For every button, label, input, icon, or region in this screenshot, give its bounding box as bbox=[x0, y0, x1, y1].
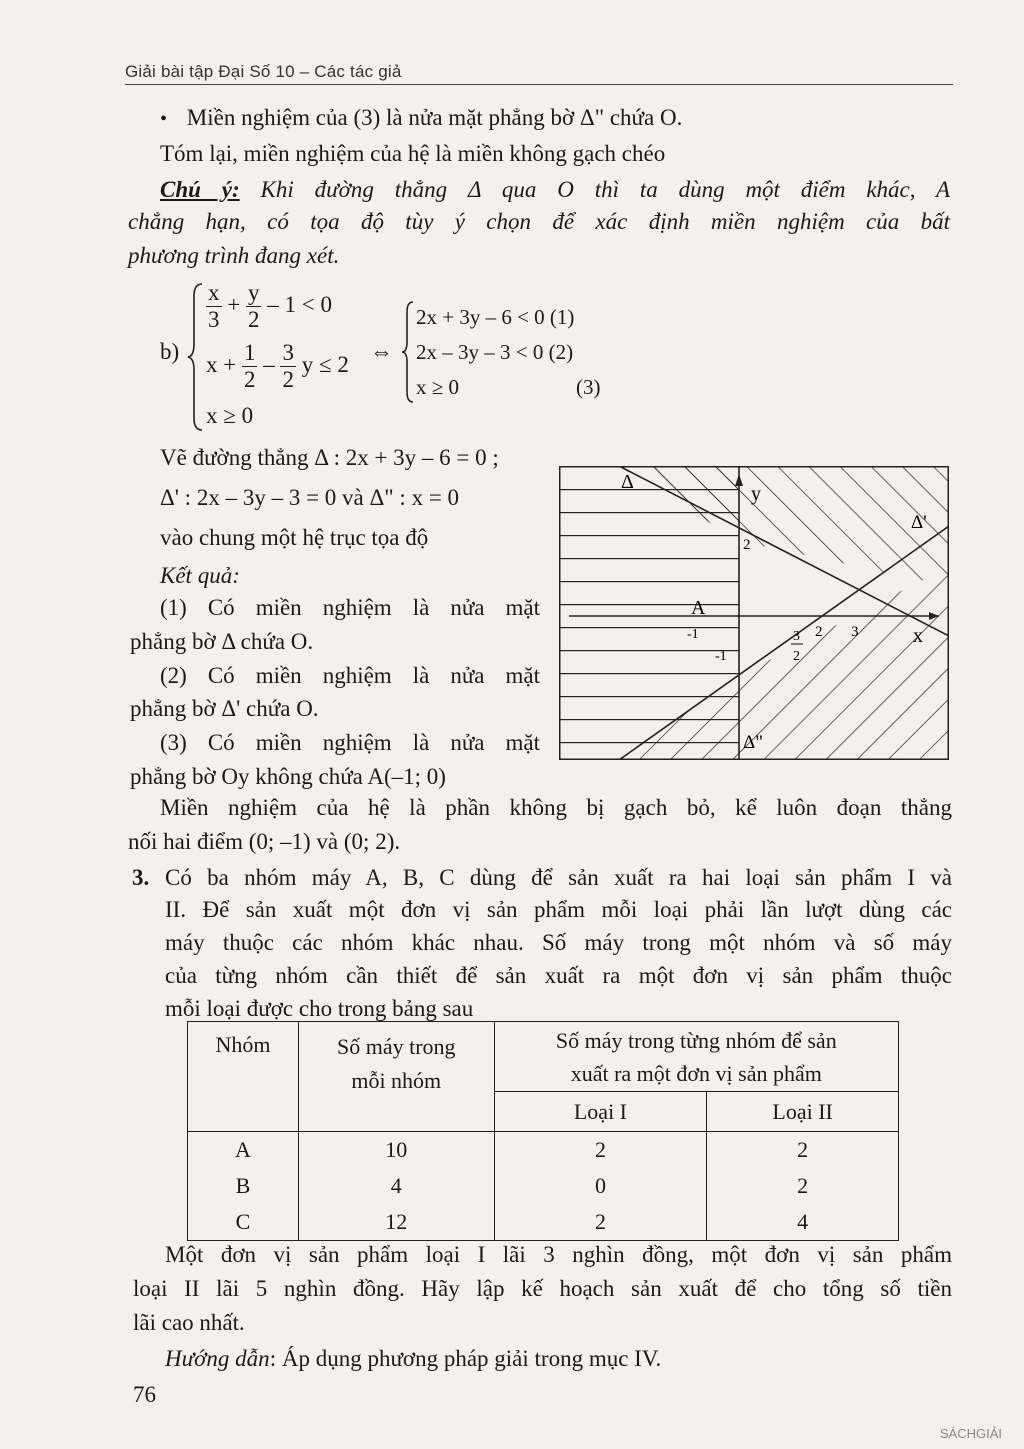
draw-line-1: Vẽ đường thẳng Δ : 2x + 3y – 6 = 0 ; bbox=[160, 445, 499, 470]
label-point-a: A bbox=[691, 597, 706, 619]
result-2a: (2) Có miền nghiệm là nửa mặt bbox=[160, 663, 540, 688]
hatched-region-below-delta-prime bbox=[739, 566, 949, 760]
tick-y-2: 2 bbox=[743, 537, 751, 553]
table-row: C 12 2 4 bbox=[188, 1204, 899, 1241]
page-number: 76 bbox=[133, 1382, 156, 1407]
left-brace bbox=[186, 282, 206, 432]
equiv-row-1: 2x + 3y – 6 < 0 (1) bbox=[416, 305, 575, 329]
draw-line-3: vào chung một hệ trục tọa độ bbox=[160, 525, 429, 550]
machine-table bbox=[187, 1021, 899, 1241]
tick-x-3-2-den: 2 bbox=[793, 649, 800, 664]
fraction-y-2: $\frac{y}{2}$ bbox=[247, 280, 260, 332]
tick-x-minus-1: -1 bbox=[687, 627, 699, 642]
right-brace bbox=[400, 300, 416, 404]
draw-line-2: Δ' : 2x – 3y – 3 = 0 và Δ" : x = 0 bbox=[160, 485, 460, 510]
problem-line-3: máy thuộc các nhóm khác nhau. Số máy trong một nhóm và số máy bbox=[165, 930, 952, 955]
label-delta-prime: Δ' bbox=[911, 512, 927, 533]
conclusion-line-2: nối hai điểm (0; –1) và (0; 2). bbox=[128, 829, 401, 854]
label-x: x bbox=[913, 625, 923, 647]
note-label: Chú ý: bbox=[160, 177, 240, 202]
profit-line-1: Một đơn vị sản phẩm loại I lãi 3 nghìn đồng, một đơn vị sản phẩm bbox=[165, 1242, 952, 1267]
solution-region-graph bbox=[559, 466, 949, 760]
result-1a: (1) Có miền nghiệm là nửa mặt bbox=[160, 595, 540, 620]
problem-line-1: Có ba nhóm máy A, B, C dùng để sản xuất ra hai loại sản phẩm I và bbox=[165, 865, 952, 890]
bullet-item bbox=[160, 102, 682, 135]
system-row-2: x + $\frac{1}{2}$ – $\frac{3}{2}$ y ≤ 2 bbox=[206, 340, 349, 392]
watermark-logo: SÁCHGIẢI bbox=[939, 1426, 1002, 1441]
running-header: Giải bài tập Đại Số 10 – Các tác giả bbox=[125, 62, 402, 81]
summary-text: Tóm lại, miền nghiệm của hệ là miền không gạch chéo bbox=[160, 141, 666, 166]
note-line-2: chẳng hạn, có tọa độ tùy ý chọn để xác định miền nghiệm của bất bbox=[128, 209, 950, 234]
fraction-x-3: $\frac{x}{3}$ bbox=[208, 280, 220, 332]
header-type-2: Loại II bbox=[707, 1092, 899, 1132]
equiv-row-3: x ≥ 0 bbox=[416, 375, 460, 399]
tick-x-3: 3 bbox=[851, 624, 859, 640]
fraction-1-2: $\frac{1}{2}$ bbox=[243, 340, 256, 392]
profit-line-2: loại II lãi 5 nghìn đồng. Hãy lập kế hoạch sản xuất để cho tổng số tiền bbox=[133, 1276, 952, 1301]
equiv-row-2: 2x – 3y – 3 < 0 (2) bbox=[416, 340, 574, 364]
guide-label: Hướng dẫn bbox=[165, 1346, 270, 1371]
equivalence-sign: ⇔ bbox=[370, 339, 393, 364]
header-group: Nhóm bbox=[188, 1022, 299, 1132]
result-1b: phẳng bờ Δ chứa O. bbox=[130, 629, 314, 654]
note-line-1 bbox=[160, 174, 950, 206]
table-row: A 10 2 2 bbox=[188, 1132, 899, 1169]
result-heading: Kết quả: bbox=[160, 563, 240, 588]
problem-number: 3. bbox=[132, 865, 150, 890]
tick-x-2: 2 bbox=[815, 624, 823, 640]
result-3b: phẳng bờ Oy không chứa A(–1; 0) bbox=[130, 764, 446, 789]
bullet-text: Miền nghiệm của (3) là nửa mặt phẳng bờ Δ" chứa O. bbox=[186, 105, 683, 130]
header-count: Số máy trong mỗi nhóm bbox=[298, 1022, 494, 1132]
guide-text: : Áp dụng phương pháp giải trong mục IV. bbox=[269, 1346, 662, 1371]
result-2b: phẳng bờ Δ' chứa O. bbox=[130, 696, 319, 721]
header-type-1: Loại I bbox=[494, 1092, 707, 1132]
profit-line-3: lãi cao nhất. bbox=[133, 1310, 245, 1335]
label-delta-double-prime: Δ" bbox=[743, 732, 763, 753]
system-row-1: $\frac{x}{3}$ + $\frac{y}{2}$ – 1 < 0 bbox=[208, 280, 332, 332]
fraction-3-2: $\frac{3}{2}$ bbox=[282, 340, 294, 392]
header-rule bbox=[125, 84, 953, 85]
tick-x-3-2-num: 3 bbox=[793, 629, 800, 644]
label-y: y bbox=[751, 483, 761, 505]
conclusion-line-1: Miền nghiệm của hệ là phần không bị gạch bỏ, kể luôn đoạn thẳng bbox=[160, 795, 952, 820]
problem-line-2: II. Để sản xuất một đơn vị sản phẩm mỗi loại phải lần lượt dùng các bbox=[165, 897, 952, 922]
system-row-3: x ≥ 0 bbox=[206, 403, 254, 428]
table-row: B 4 0 2 bbox=[188, 1168, 899, 1204]
result-3a: (3) Có miền nghiệm là nửa mặt bbox=[160, 730, 540, 755]
problem-line-4: của từng nhóm cần thiết để sản xuất ra một đơn vị sản phẩm thuộc bbox=[165, 963, 952, 988]
equiv-row-3-num: (3) bbox=[576, 375, 601, 399]
note-line-3: phương trình đang xét. bbox=[128, 243, 340, 268]
guide-line bbox=[165, 1343, 661, 1375]
tick-y-minus-1: -1 bbox=[715, 649, 727, 664]
header-need: Số máy trong từng nhóm để sản xuất ra một đơn vị sản phẩm bbox=[494, 1022, 898, 1092]
label-delta: Δ bbox=[621, 471, 634, 493]
bullet-symbol: • bbox=[160, 108, 168, 130]
problem-line-5: mỗi loại được cho trong bảng sau bbox=[165, 996, 474, 1021]
system-label: b) bbox=[160, 339, 180, 364]
note-text-1: Khi đường thẳng Δ qua O thì ta dùng một điểm khác, A bbox=[260, 177, 950, 202]
